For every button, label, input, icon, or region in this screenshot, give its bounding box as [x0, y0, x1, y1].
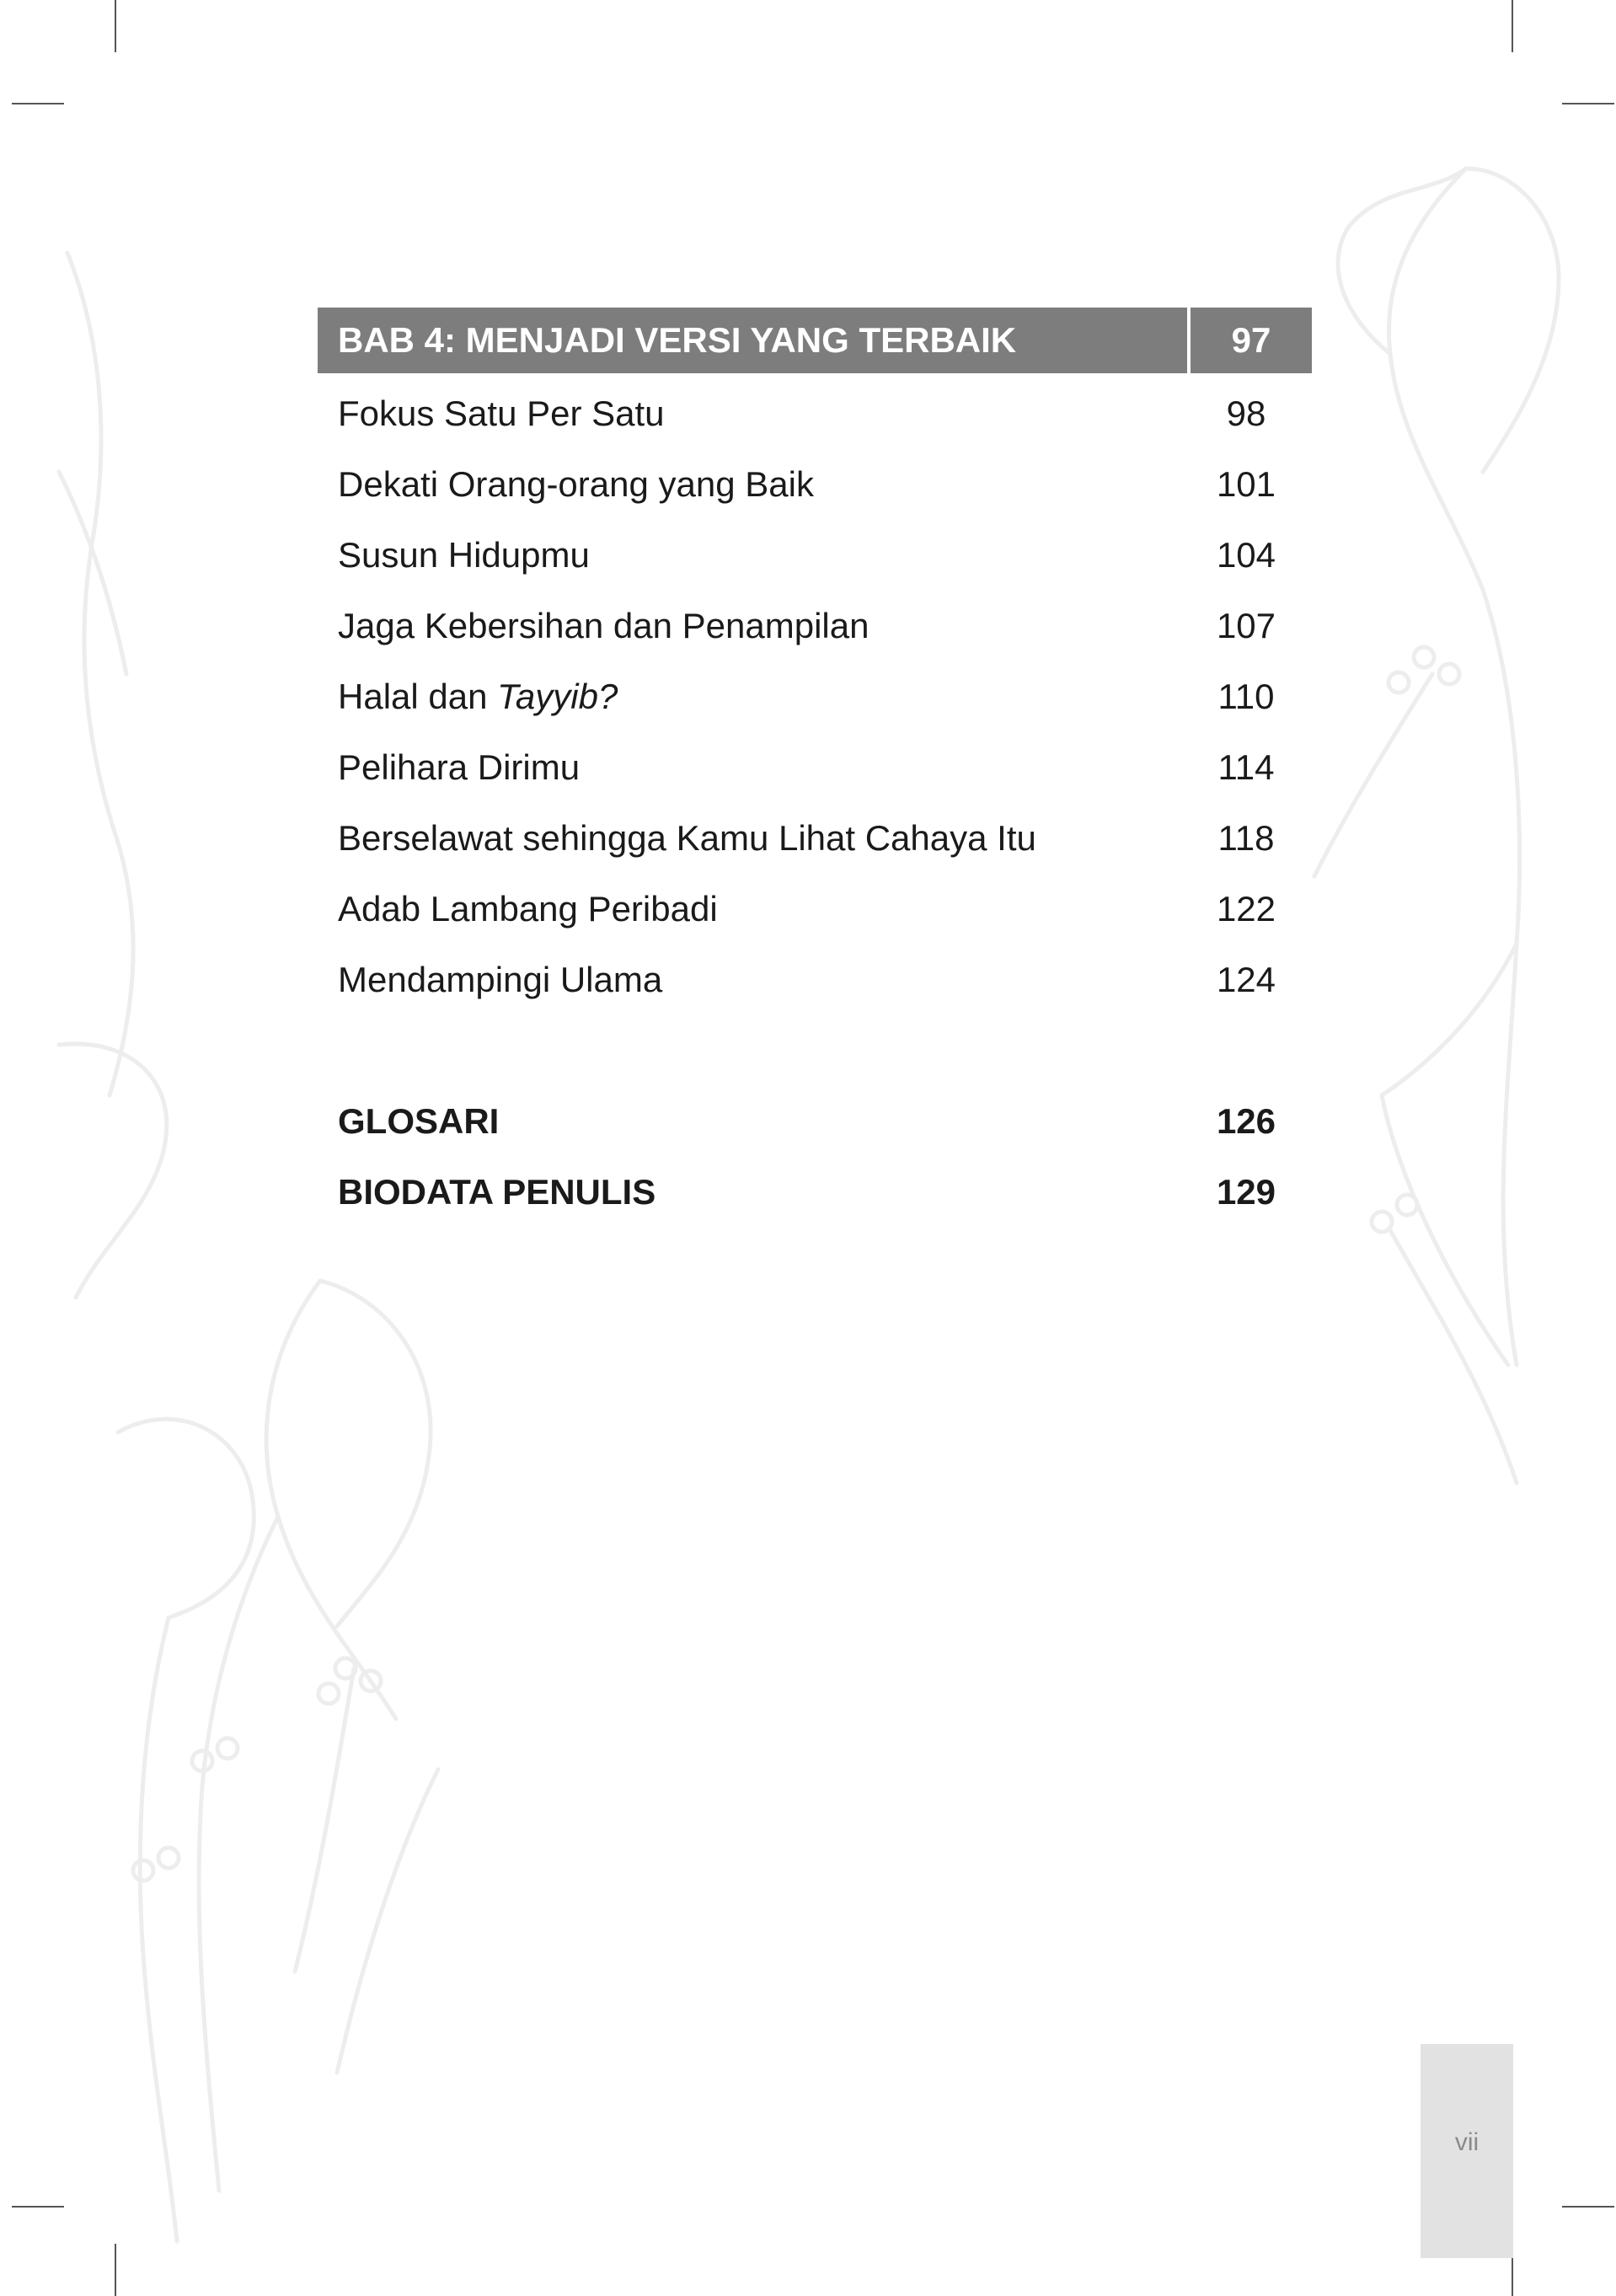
toc-entry-page: 118 — [1217, 818, 1275, 858]
page-number-tab — [1421, 2044, 1513, 2258]
toc-entry-title-plain: Halal dan — [338, 677, 498, 716]
toc-entry-page: 129 — [1216, 1172, 1276, 1212]
toc-entry — [318, 803, 1312, 874]
toc-entry-title — [338, 661, 618, 732]
toc-entry-page: 101 — [1216, 464, 1276, 504]
toc-entry-title: Berselawat sehingga Kamu Lihat Cahaya Itu — [338, 818, 1036, 858]
table-of-contents — [318, 308, 1312, 1228]
toc-back-matter-entry — [318, 1157, 1312, 1228]
page-number: vii — [1454, 2128, 1480, 2156]
chapter-title: BAB 4: MENJADI VERSI YANG TERBAIK — [318, 308, 1187, 373]
toc-entry-title: Pelihara Dirimu — [338, 747, 581, 787]
toc-entry-title: Mendampingi Ulama — [338, 960, 663, 999]
toc-back-matter-entry — [318, 1086, 1312, 1157]
toc-entry — [318, 874, 1312, 945]
toc-entry — [318, 449, 1312, 520]
chapter-page-number: 97 — [1191, 308, 1312, 373]
toc-entry-page: 107 — [1216, 606, 1276, 645]
toc-entry-page: 98 — [1226, 393, 1266, 433]
toc-entry-title: BIODATA PENULIS — [338, 1172, 656, 1212]
toc-entry — [318, 732, 1312, 803]
toc-entry — [318, 945, 1312, 1015]
toc-entry-title-italic: Tayyib? — [497, 677, 618, 716]
chapter-heading-row — [318, 308, 1312, 373]
toc-entry-page: 104 — [1216, 535, 1276, 575]
toc-entry-title: Susun Hidupmu — [338, 535, 590, 575]
toc-entry-page: 122 — [1216, 889, 1276, 929]
toc-entry — [318, 591, 1312, 661]
toc-entry-page: 124 — [1216, 960, 1276, 999]
toc-entry-page: 126 — [1216, 1101, 1276, 1141]
toc-entry-title: Dekati Orang-orang yang Baik — [338, 464, 814, 504]
toc-entry-title: Jaga Kebersihan dan Penampilan — [338, 606, 870, 645]
toc-entry-page: 110 — [1217, 677, 1275, 716]
toc-entry-page: 114 — [1217, 747, 1275, 787]
toc-entry-title: Fokus Satu Per Satu — [338, 393, 665, 433]
toc-entry — [318, 520, 1312, 591]
toc-entry-title: GLOSARI — [338, 1101, 500, 1141]
toc-entry-title: Adab Lambang Peribadi — [338, 889, 718, 929]
toc-entry — [318, 378, 1312, 449]
toc-entry — [318, 661, 1312, 732]
